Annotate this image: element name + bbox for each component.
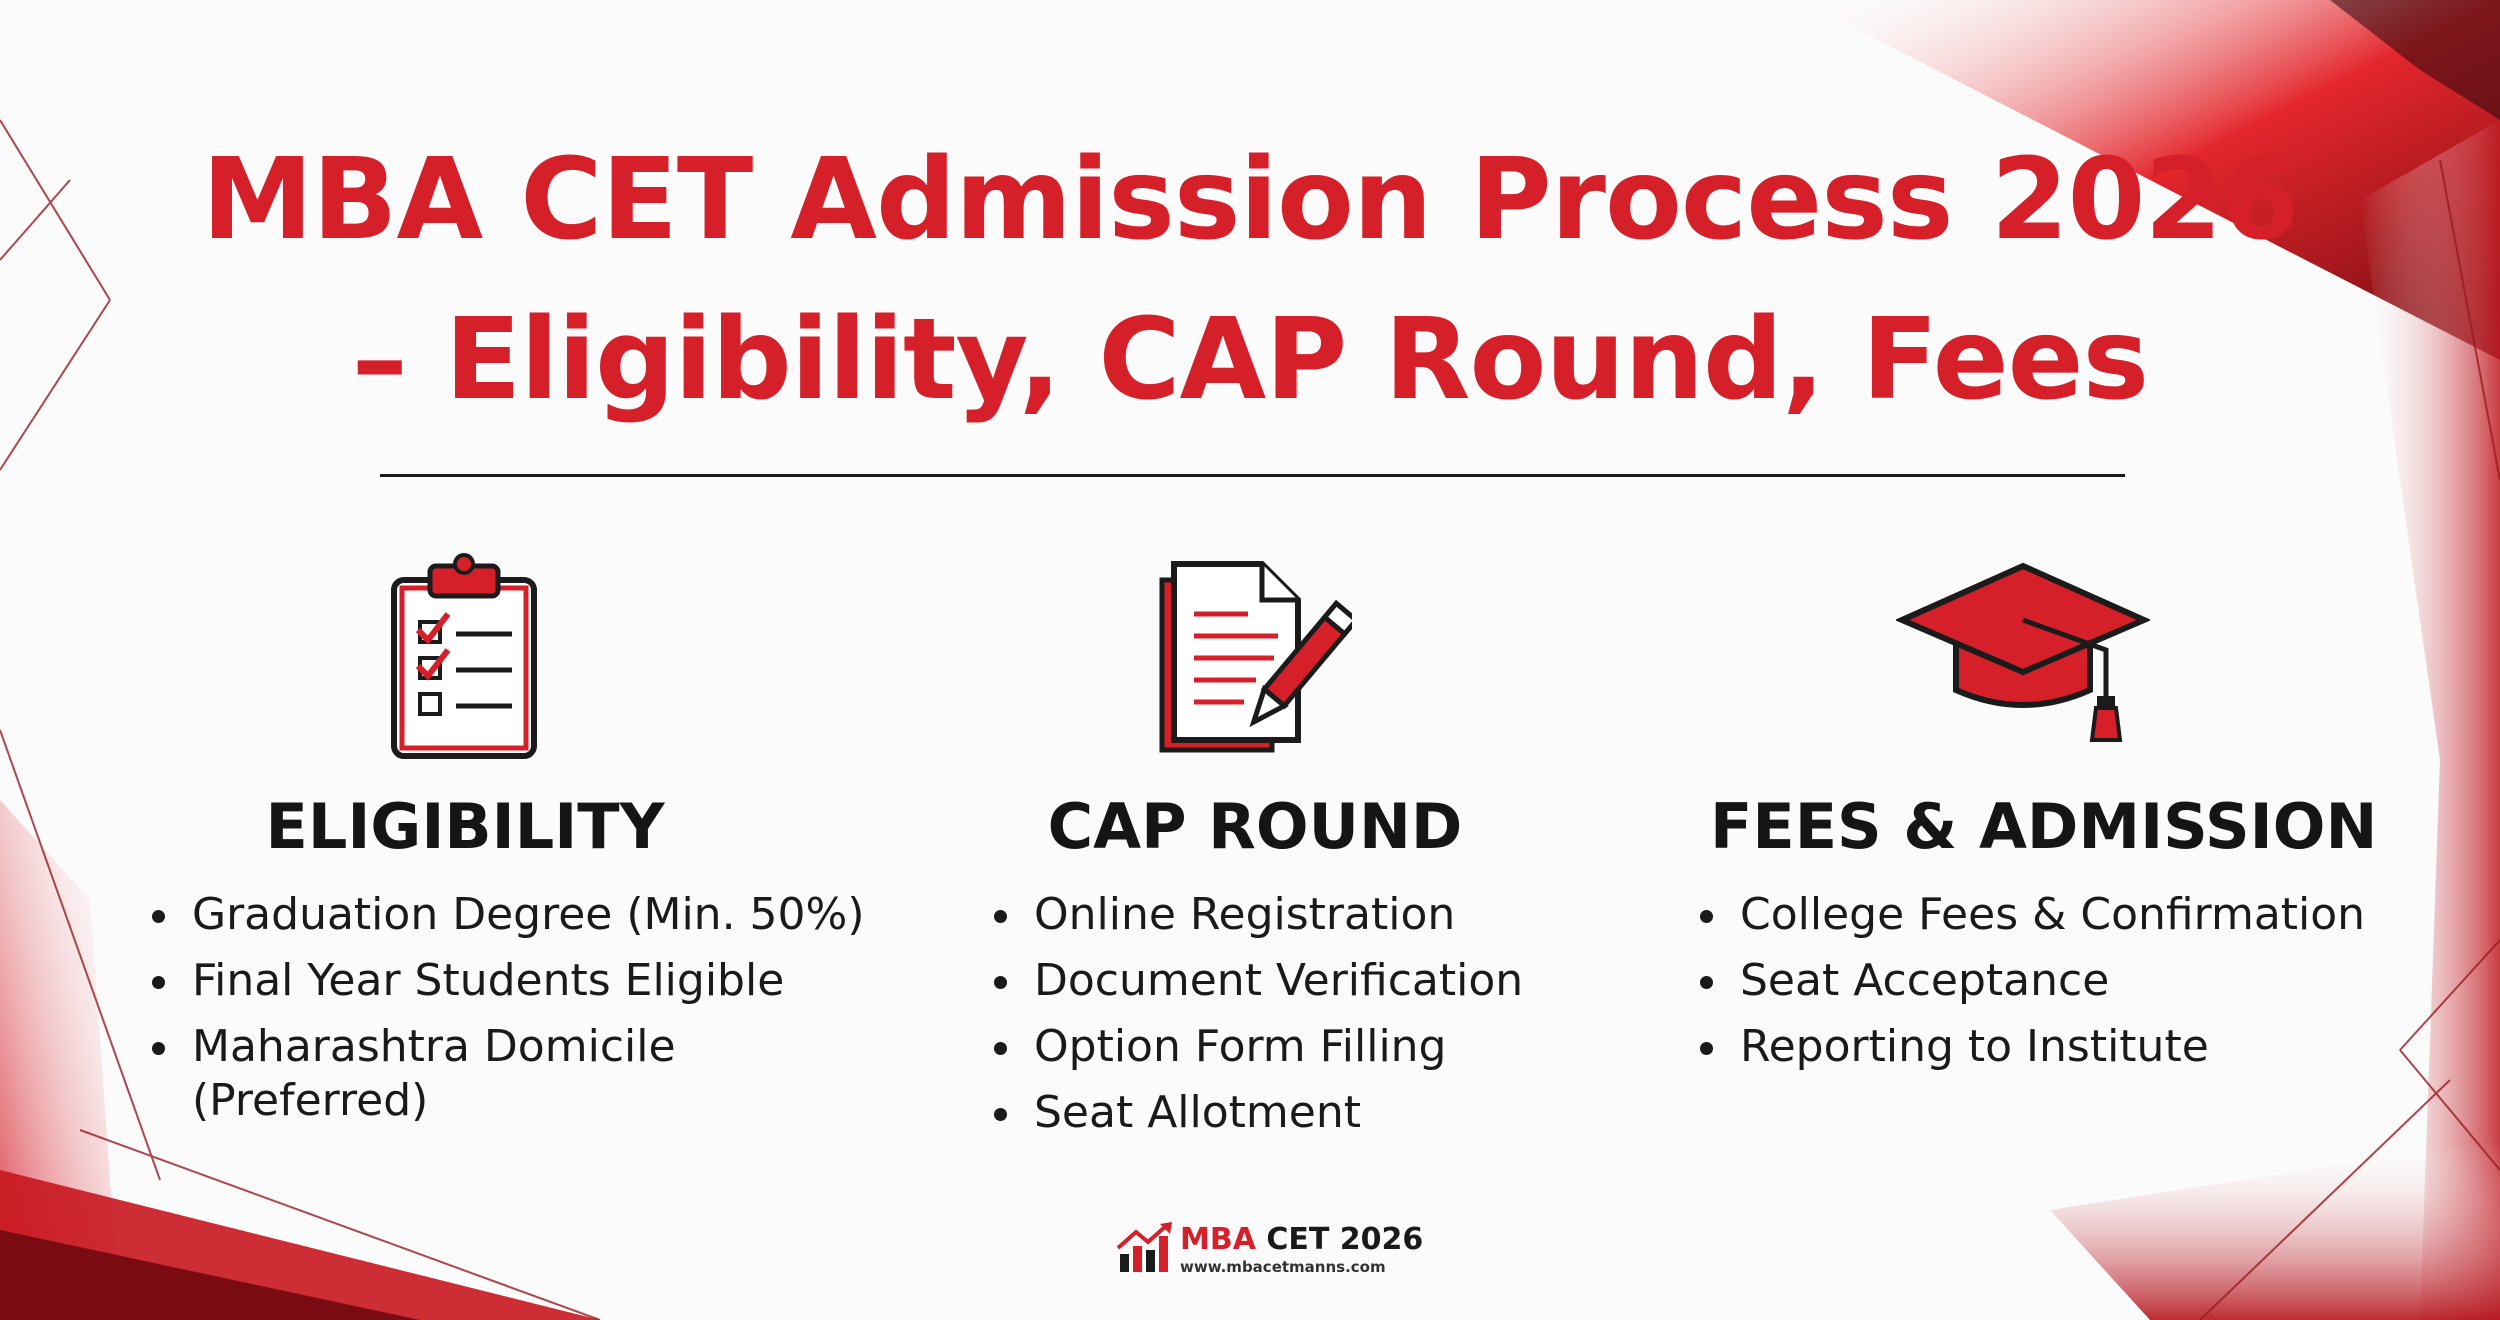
fees-admission-heading: FEES & ADMISSION xyxy=(1710,790,2378,863)
list-item: Seat Acceptance xyxy=(1698,954,2365,1008)
fees-admission-list xyxy=(1698,888,2365,1086)
title-line-2: – Eligibility, CAP Round, Fees xyxy=(351,295,2149,425)
list-item: Online Registration xyxy=(992,888,1523,942)
document-pencil-icon xyxy=(1152,556,1352,756)
list-item: Graduation Degree (Min. 50%) xyxy=(150,888,865,942)
title-line-1: MBA CET Admission Process 2026 xyxy=(201,135,2299,265)
bar-chart-arrow-icon xyxy=(1116,1222,1174,1274)
brand-url: www.mbacetmanns.com xyxy=(1180,1258,1386,1276)
list-item: Reporting to Institute xyxy=(1698,1020,2365,1074)
clipboard-checklist-icon xyxy=(384,552,544,762)
brand-name: MBA CET 2026 xyxy=(1180,1222,1424,1257)
list-item: Option Form Filling xyxy=(992,1020,1523,1074)
eligibility-list xyxy=(150,888,865,1140)
cap-round-heading: CAP ROUND xyxy=(1047,790,1463,863)
list-item: College Fees & Confirmation xyxy=(1698,888,2365,942)
list-item: Maharashtra Domicile (Preferred) xyxy=(150,1020,865,1128)
list-item: Seat Allotment xyxy=(992,1086,1523,1140)
title-divider xyxy=(380,474,2125,477)
list-item: Document Verification xyxy=(992,954,1523,1008)
page-title xyxy=(0,120,2500,440)
graduation-cap-icon xyxy=(1896,560,2150,746)
eligibility-heading: ELIGIBILITY xyxy=(265,790,665,863)
list-item: Final Year Students Eligible xyxy=(150,954,865,1008)
footer-logo xyxy=(1116,1218,1424,1278)
cap-round-list xyxy=(992,888,1523,1152)
